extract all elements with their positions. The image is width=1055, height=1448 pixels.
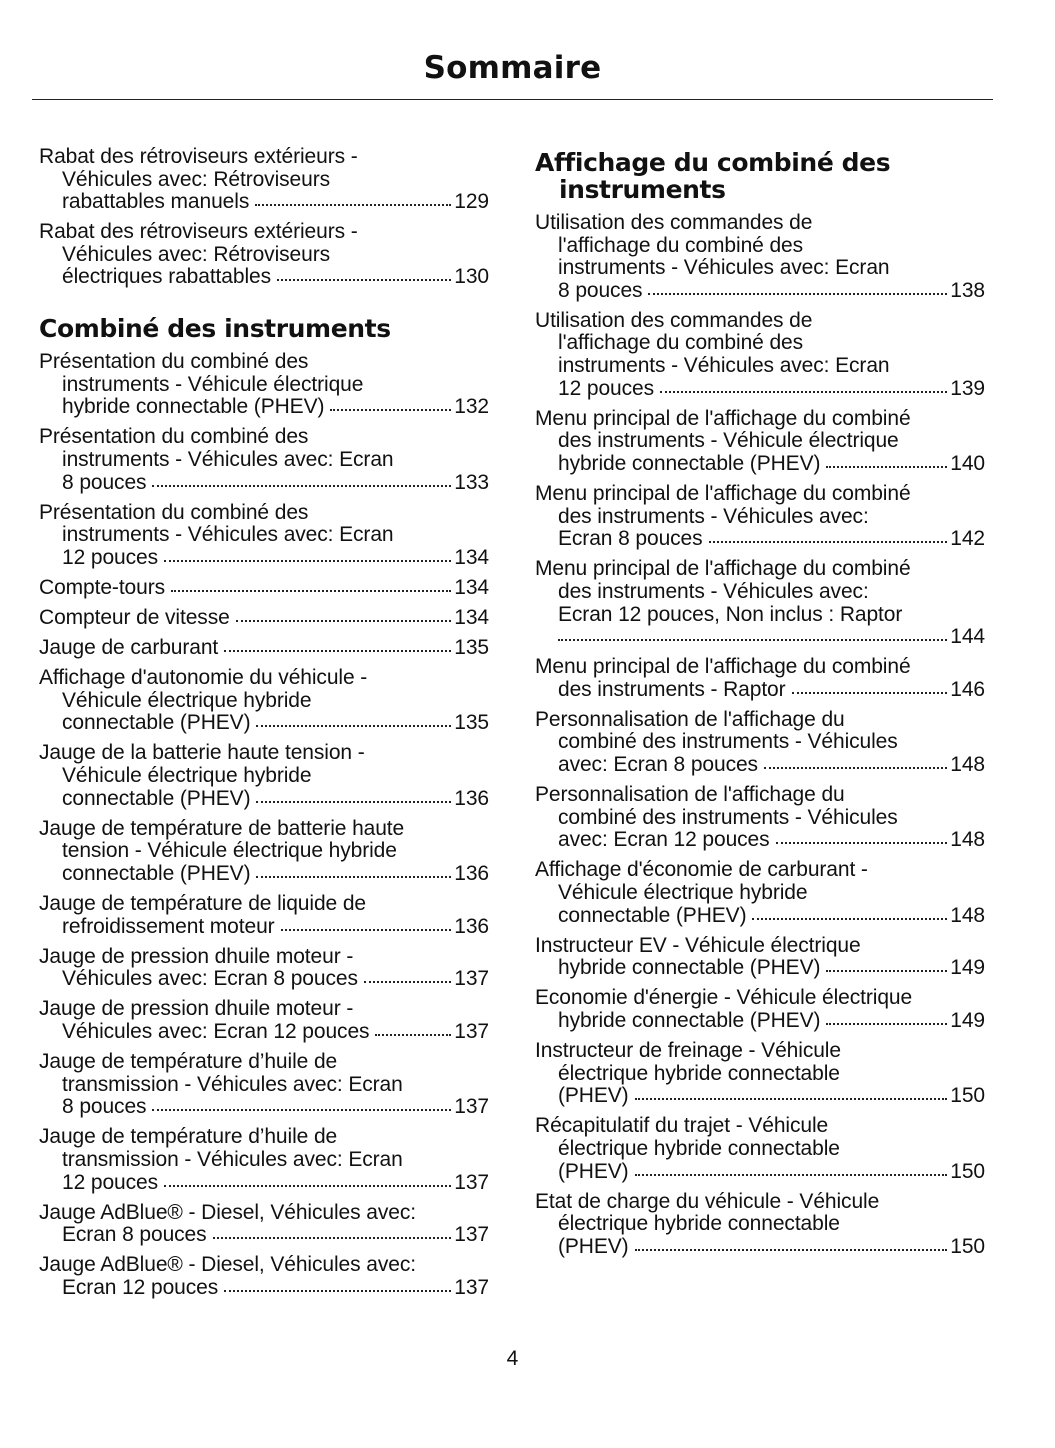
toc-entry-line: Présentation du combiné des xyxy=(39,425,309,449)
toc-entry-line: Economie d'énergie - Véhicule électrique xyxy=(535,986,913,1010)
toc-right-column xyxy=(535,146,985,1266)
toc-entry-line: des instruments - Véhicules avec: xyxy=(558,579,869,603)
toc-page-number: 137 xyxy=(454,967,489,991)
toc-entry-line: Affichage d'économie de carburant - xyxy=(535,858,868,882)
toc-entry-line: Jauge de la batterie haute tension - xyxy=(39,741,365,765)
toc-page-number: 148 xyxy=(950,828,985,852)
toc-entry-line: Personnalisation de l'affichage du xyxy=(535,783,845,807)
dot-leader xyxy=(256,801,451,803)
toc-page-number: 135 xyxy=(454,711,489,735)
toc-entry-last-line xyxy=(39,577,489,600)
toc-entry-line: l'affichage du combiné des xyxy=(558,233,804,257)
dot-leader xyxy=(330,409,451,411)
toc-page-number: 137 xyxy=(454,1275,489,1299)
toc-entry-line: Véhicule électrique hybride xyxy=(558,881,808,905)
toc-entries-combine xyxy=(39,351,489,1299)
toc-entry-line: Menu principal de l'affichage du combiné xyxy=(535,482,911,506)
toc-entry-line: Jauge AdBlue® - Diesel, Véhicules avec: xyxy=(39,1200,416,1224)
dot-leader xyxy=(660,391,947,393)
toc-page-number: 137 xyxy=(454,1170,489,1194)
toc-entry-text: Véhicules avec: Ecran 12 pouces xyxy=(62,1020,370,1043)
page-title: Sommaire xyxy=(423,50,602,86)
toc-page-number: 137 xyxy=(454,1223,489,1247)
dot-leader xyxy=(281,929,452,931)
toc-entry-last-line xyxy=(62,472,489,495)
toc-entry-line: instruments - Véhicules avec: Ecran xyxy=(558,256,890,280)
toc-page-number: 150 xyxy=(950,1159,985,1183)
toc-page-number: 138 xyxy=(950,278,985,302)
toc-entry-last-line xyxy=(62,863,489,886)
toc-entry-last-line xyxy=(39,637,489,660)
toc-entry-line: Utilisation des commandes de xyxy=(535,308,813,332)
section-heading-affichage: Affichage du combiné des instruments xyxy=(535,148,891,204)
toc-entry[interactable] xyxy=(535,1040,985,1108)
toc-entry[interactable] xyxy=(39,607,489,630)
toc-entry[interactable] xyxy=(39,637,489,660)
toc-entry-text: Compte-tours xyxy=(39,575,166,599)
toc-entry[interactable] xyxy=(535,558,985,648)
toc-entry[interactable] xyxy=(39,577,489,600)
dot-leader xyxy=(635,1098,948,1100)
toc-top-entries xyxy=(39,146,489,289)
dot-leader xyxy=(635,1174,948,1176)
toc-entry-text: (PHEV) xyxy=(558,1234,629,1258)
toc-entry[interactable] xyxy=(39,667,489,735)
toc-entry[interactable] xyxy=(535,784,985,852)
toc-entry[interactable] xyxy=(39,351,489,419)
toc-entry-line: Présentation du combiné des xyxy=(39,350,309,374)
dot-leader xyxy=(558,639,947,641)
toc-entry-line: Jauge de pression dhuile moteur - xyxy=(39,944,354,968)
toc-entry-last-line xyxy=(62,396,489,419)
toc-entry-text: 12 pouces xyxy=(558,376,655,400)
dot-leader xyxy=(164,1185,451,1187)
dot-leader xyxy=(375,1034,451,1036)
toc-left-column xyxy=(39,146,489,1307)
toc-page-number: 148 xyxy=(950,753,985,777)
toc-entry-last-line xyxy=(62,1277,489,1300)
dot-leader xyxy=(255,204,451,206)
dot-leader xyxy=(152,1109,451,1111)
toc-entry-line: instruments - Véhicule électrique xyxy=(62,372,364,396)
toc-entry-line: Jauge de température de liquide de xyxy=(39,892,367,916)
toc-entry[interactable] xyxy=(535,310,985,400)
toc-entry-line: Rabat des rétroviseurs extérieurs - xyxy=(39,220,358,244)
dot-leader xyxy=(152,485,451,487)
toc-entry-text: Compteur de vitesse xyxy=(39,606,230,629)
dot-leader xyxy=(826,1023,947,1025)
toc-entry[interactable] xyxy=(39,946,489,991)
toc-page-number: 149 xyxy=(950,956,985,980)
toc-entry[interactable] xyxy=(39,221,489,289)
dot-leader xyxy=(256,876,451,878)
toc-entry-last-line xyxy=(62,1172,489,1195)
toc-entry[interactable] xyxy=(535,408,985,476)
toc-entry-last-line xyxy=(62,547,489,570)
toc-page-number: 136 xyxy=(454,786,489,810)
toc-page-number: 133 xyxy=(454,470,489,494)
toc-entry-text: des instruments - Raptor xyxy=(558,677,786,701)
dot-leader xyxy=(213,1237,452,1239)
toc-entry-line: Jauge AdBlue® - Diesel, Véhicules avec: xyxy=(39,1253,416,1277)
toc-entry-line: Présentation du combiné des xyxy=(39,500,309,524)
toc-page-number: 132 xyxy=(454,395,489,419)
toc-entry-text: 12 pouces xyxy=(62,1170,159,1194)
toc-entry-last-line xyxy=(62,1096,489,1119)
toc-entry-line: Véhicule électrique hybride xyxy=(62,688,312,712)
dot-leader xyxy=(236,620,452,622)
toc-entry-line: Etat de charge du véhicule - Véhicule xyxy=(535,1189,880,1213)
toc-entry-text: avec: Ecran 8 pouces xyxy=(558,753,758,777)
toc-entry[interactable] xyxy=(39,502,489,570)
toc-entry-last-line xyxy=(558,378,985,401)
toc-entry-text: hybride connectable (PHEV) xyxy=(558,451,821,475)
toc-entry-last-line xyxy=(558,626,985,649)
toc-page-number: 146 xyxy=(950,677,985,701)
toc-page-number: 134 xyxy=(454,545,489,569)
page-number: 4 xyxy=(506,1347,519,1370)
toc-entry-text: avec: Ecran 12 pouces xyxy=(558,828,770,852)
toc-entry-text: hybride connectable (PHEV) xyxy=(558,956,821,980)
toc-entry-last-line xyxy=(558,905,985,928)
toc-entry-last-line xyxy=(558,528,985,551)
dot-leader xyxy=(826,466,947,468)
toc-entry-text: Ecran 12 pouces xyxy=(62,1275,219,1299)
toc-entry-text: (PHEV) xyxy=(558,1084,629,1108)
dot-leader xyxy=(364,981,451,983)
title-divider xyxy=(32,99,993,100)
toc-entry-text: Ecran 8 pouces xyxy=(558,527,703,551)
section-heading-combine: Combiné des instruments xyxy=(39,314,391,344)
toc-entry[interactable] xyxy=(39,426,489,494)
toc-entry-text: Jauge de carburant xyxy=(39,636,219,660)
toc-entry-line: instruments - Véhicules avec: Ecran xyxy=(62,523,394,547)
toc-page-number: 136 xyxy=(454,914,489,938)
toc-entry-last-line xyxy=(39,607,489,630)
toc-entry-line: Affichage d'autonomie du véhicule - xyxy=(39,666,368,690)
toc-entry-line: transmission - Véhicules avec: Ecran xyxy=(62,1147,403,1171)
dot-leader xyxy=(256,725,451,727)
toc-page-number: 134 xyxy=(454,575,489,599)
toc-entry[interactable] xyxy=(39,998,489,1043)
toc-entry[interactable] xyxy=(535,935,985,980)
toc-page-number: 130 xyxy=(454,265,489,289)
toc-page-number: 136 xyxy=(454,861,489,885)
toc-entry-last-line xyxy=(62,1021,489,1044)
dot-leader xyxy=(764,767,947,769)
toc-entry-last-line xyxy=(558,957,985,980)
toc-entry-text: connectable (PHEV) xyxy=(62,786,251,810)
toc-entry-line: des instruments - Véhicules avec: xyxy=(558,504,869,528)
toc-entry-last-line xyxy=(62,1224,489,1247)
toc-entry-line: Ecran 12 pouces, Non inclus : Raptor xyxy=(558,602,903,626)
toc-entry-line: Jauge de température d’huile de xyxy=(39,1050,338,1074)
toc-entry-last-line xyxy=(558,1085,985,1108)
toc-entry-text: 8 pouces xyxy=(62,1095,147,1119)
dot-leader xyxy=(826,970,947,972)
toc-entry[interactable] xyxy=(535,1191,985,1259)
toc-entry-line: combiné des instruments - Véhicules xyxy=(558,730,898,754)
toc-entry[interactable] xyxy=(535,709,985,777)
toc-page-number: 149 xyxy=(950,1009,985,1032)
toc-entry-text: 8 pouces xyxy=(558,278,643,302)
toc-entry[interactable] xyxy=(535,859,985,927)
toc-page-number: 134 xyxy=(454,606,489,629)
toc-entry-line: tension - Véhicule électrique hybride xyxy=(62,839,397,863)
toc-entry-line: Rabat des rétroviseurs extérieurs - xyxy=(39,145,358,168)
toc-entry-text: connectable (PHEV) xyxy=(62,711,251,735)
toc-entry-text: rabattables manuels xyxy=(62,190,250,214)
toc-entry-last-line xyxy=(558,829,985,852)
toc-entry-line: Jauge de température de batterie haute xyxy=(39,816,405,840)
toc-entry[interactable] xyxy=(39,818,489,886)
toc-entry-text: Véhicules avec: Ecran 8 pouces xyxy=(62,967,358,991)
dot-leader xyxy=(164,560,451,562)
toc-entry-last-line xyxy=(62,712,489,735)
toc-entry-line: électrique hybride connectable xyxy=(558,1136,840,1160)
dot-leader xyxy=(171,590,451,592)
toc-entry-line: transmission - Véhicules avec: Ecran xyxy=(62,1072,403,1096)
toc-entry-line: Jauge de température d’huile de xyxy=(39,1125,338,1149)
toc-entry-text: connectable (PHEV) xyxy=(558,903,747,927)
dot-leader xyxy=(792,692,948,694)
toc-page-number: 150 xyxy=(950,1234,985,1258)
toc-entry[interactable] xyxy=(535,656,985,701)
toc-entry-text: refroidissement moteur xyxy=(62,914,275,938)
dot-leader xyxy=(277,279,451,281)
toc-entry-line: l'affichage du combiné des xyxy=(558,331,804,355)
toc-entry-text: électriques rabattables xyxy=(62,265,271,289)
toc-entry-last-line xyxy=(558,754,985,777)
toc-entry-text: (PHEV) xyxy=(558,1159,629,1183)
toc-entry-line: Menu principal de l'affichage du combiné xyxy=(535,557,911,581)
toc-entry-line: Menu principal de l'affichage du combiné xyxy=(535,655,911,679)
toc-entry-line: électrique hybride connectable xyxy=(558,1212,840,1236)
toc-entry-line: Instructeur de freinage - Véhicule xyxy=(535,1039,841,1063)
dot-leader xyxy=(224,650,451,652)
toc-entry-line: instruments - Véhicules avec: Ecran xyxy=(558,354,890,378)
toc-page-number: 140 xyxy=(950,451,985,475)
toc-entry-text: 8 pouces xyxy=(62,470,147,494)
toc-entry[interactable] xyxy=(39,146,489,214)
toc-entry[interactable] xyxy=(39,1254,489,1299)
toc-page-number: 139 xyxy=(950,376,985,400)
toc-entry-text: Ecran 8 pouces xyxy=(62,1223,207,1247)
dot-leader xyxy=(752,918,947,920)
dot-leader xyxy=(648,293,947,295)
toc-entry-last-line xyxy=(558,679,985,702)
toc-entry[interactable] xyxy=(535,987,985,1032)
toc-page-number: 137 xyxy=(454,1020,489,1043)
toc-page-number: 142 xyxy=(950,527,985,551)
toc-page-number: 129 xyxy=(454,190,489,214)
toc-entry-line: Récapitulatif du trajet - Véhicule xyxy=(535,1114,829,1138)
toc-entry-last-line xyxy=(558,453,985,476)
toc-entry[interactable] xyxy=(39,1202,489,1247)
toc-page-number: 150 xyxy=(950,1084,985,1108)
toc-entry-line: Utilisation des commandes de xyxy=(535,211,813,234)
toc-entry[interactable] xyxy=(535,483,985,551)
toc-entry-line: Instructeur EV - Véhicule électrique xyxy=(535,933,861,957)
toc-entry-last-line xyxy=(558,1161,985,1184)
toc-page-number: 144 xyxy=(950,625,985,649)
toc-page-number: 137 xyxy=(454,1095,489,1119)
toc-entry-line: des instruments - Véhicule électrique xyxy=(558,429,899,453)
toc-entry-line: instruments - Véhicules avec: Ecran xyxy=(62,447,394,471)
toc-entry-last-line xyxy=(558,280,985,303)
toc-entry-line: combiné des instruments - Véhicules xyxy=(558,805,898,829)
toc-entry-last-line xyxy=(62,788,489,811)
dot-leader xyxy=(224,1290,451,1292)
toc-entry-line: Véhicules avec: Rétroviseurs xyxy=(62,167,330,191)
toc-entry-text: connectable (PHEV) xyxy=(62,861,251,885)
toc-entry-last-line xyxy=(62,191,489,214)
toc-entries-affichage xyxy=(535,212,985,1258)
dot-leader xyxy=(635,1249,948,1251)
toc-entry[interactable] xyxy=(39,1126,489,1194)
toc-entry-last-line xyxy=(62,266,489,289)
toc-entry[interactable] xyxy=(39,742,489,810)
toc-entry-line: Véhicule électrique hybride xyxy=(62,764,312,788)
toc-entry[interactable] xyxy=(535,1115,985,1183)
toc-entry-last-line xyxy=(558,1236,985,1259)
toc-entry[interactable] xyxy=(39,1051,489,1119)
toc-entry-last-line xyxy=(558,1010,985,1033)
toc-entry-line: Personnalisation de l'affichage du xyxy=(535,707,845,731)
toc-entry-line: Véhicules avec: Rétroviseurs xyxy=(62,242,330,266)
toc-entry-line: Menu principal de l'affichage du combiné xyxy=(535,406,911,430)
toc-page-number: 148 xyxy=(950,903,985,927)
toc-entry-last-line xyxy=(62,968,489,991)
toc-entry-text: hybride connectable (PHEV) xyxy=(62,395,325,419)
toc-entry-line: Jauge de pression dhuile moteur - xyxy=(39,997,354,1021)
toc-page-number: 135 xyxy=(454,636,489,660)
toc-entry[interactable] xyxy=(39,893,489,938)
toc-entry-text: 12 pouces xyxy=(62,545,159,569)
toc-entry[interactable] xyxy=(535,212,985,302)
toc-entry-text: hybride connectable (PHEV) xyxy=(558,1009,821,1032)
dot-leader xyxy=(709,541,948,543)
dot-leader xyxy=(776,842,948,844)
toc-entry-last-line xyxy=(62,916,489,939)
toc-entry-line: électrique hybride connectable xyxy=(558,1061,840,1085)
